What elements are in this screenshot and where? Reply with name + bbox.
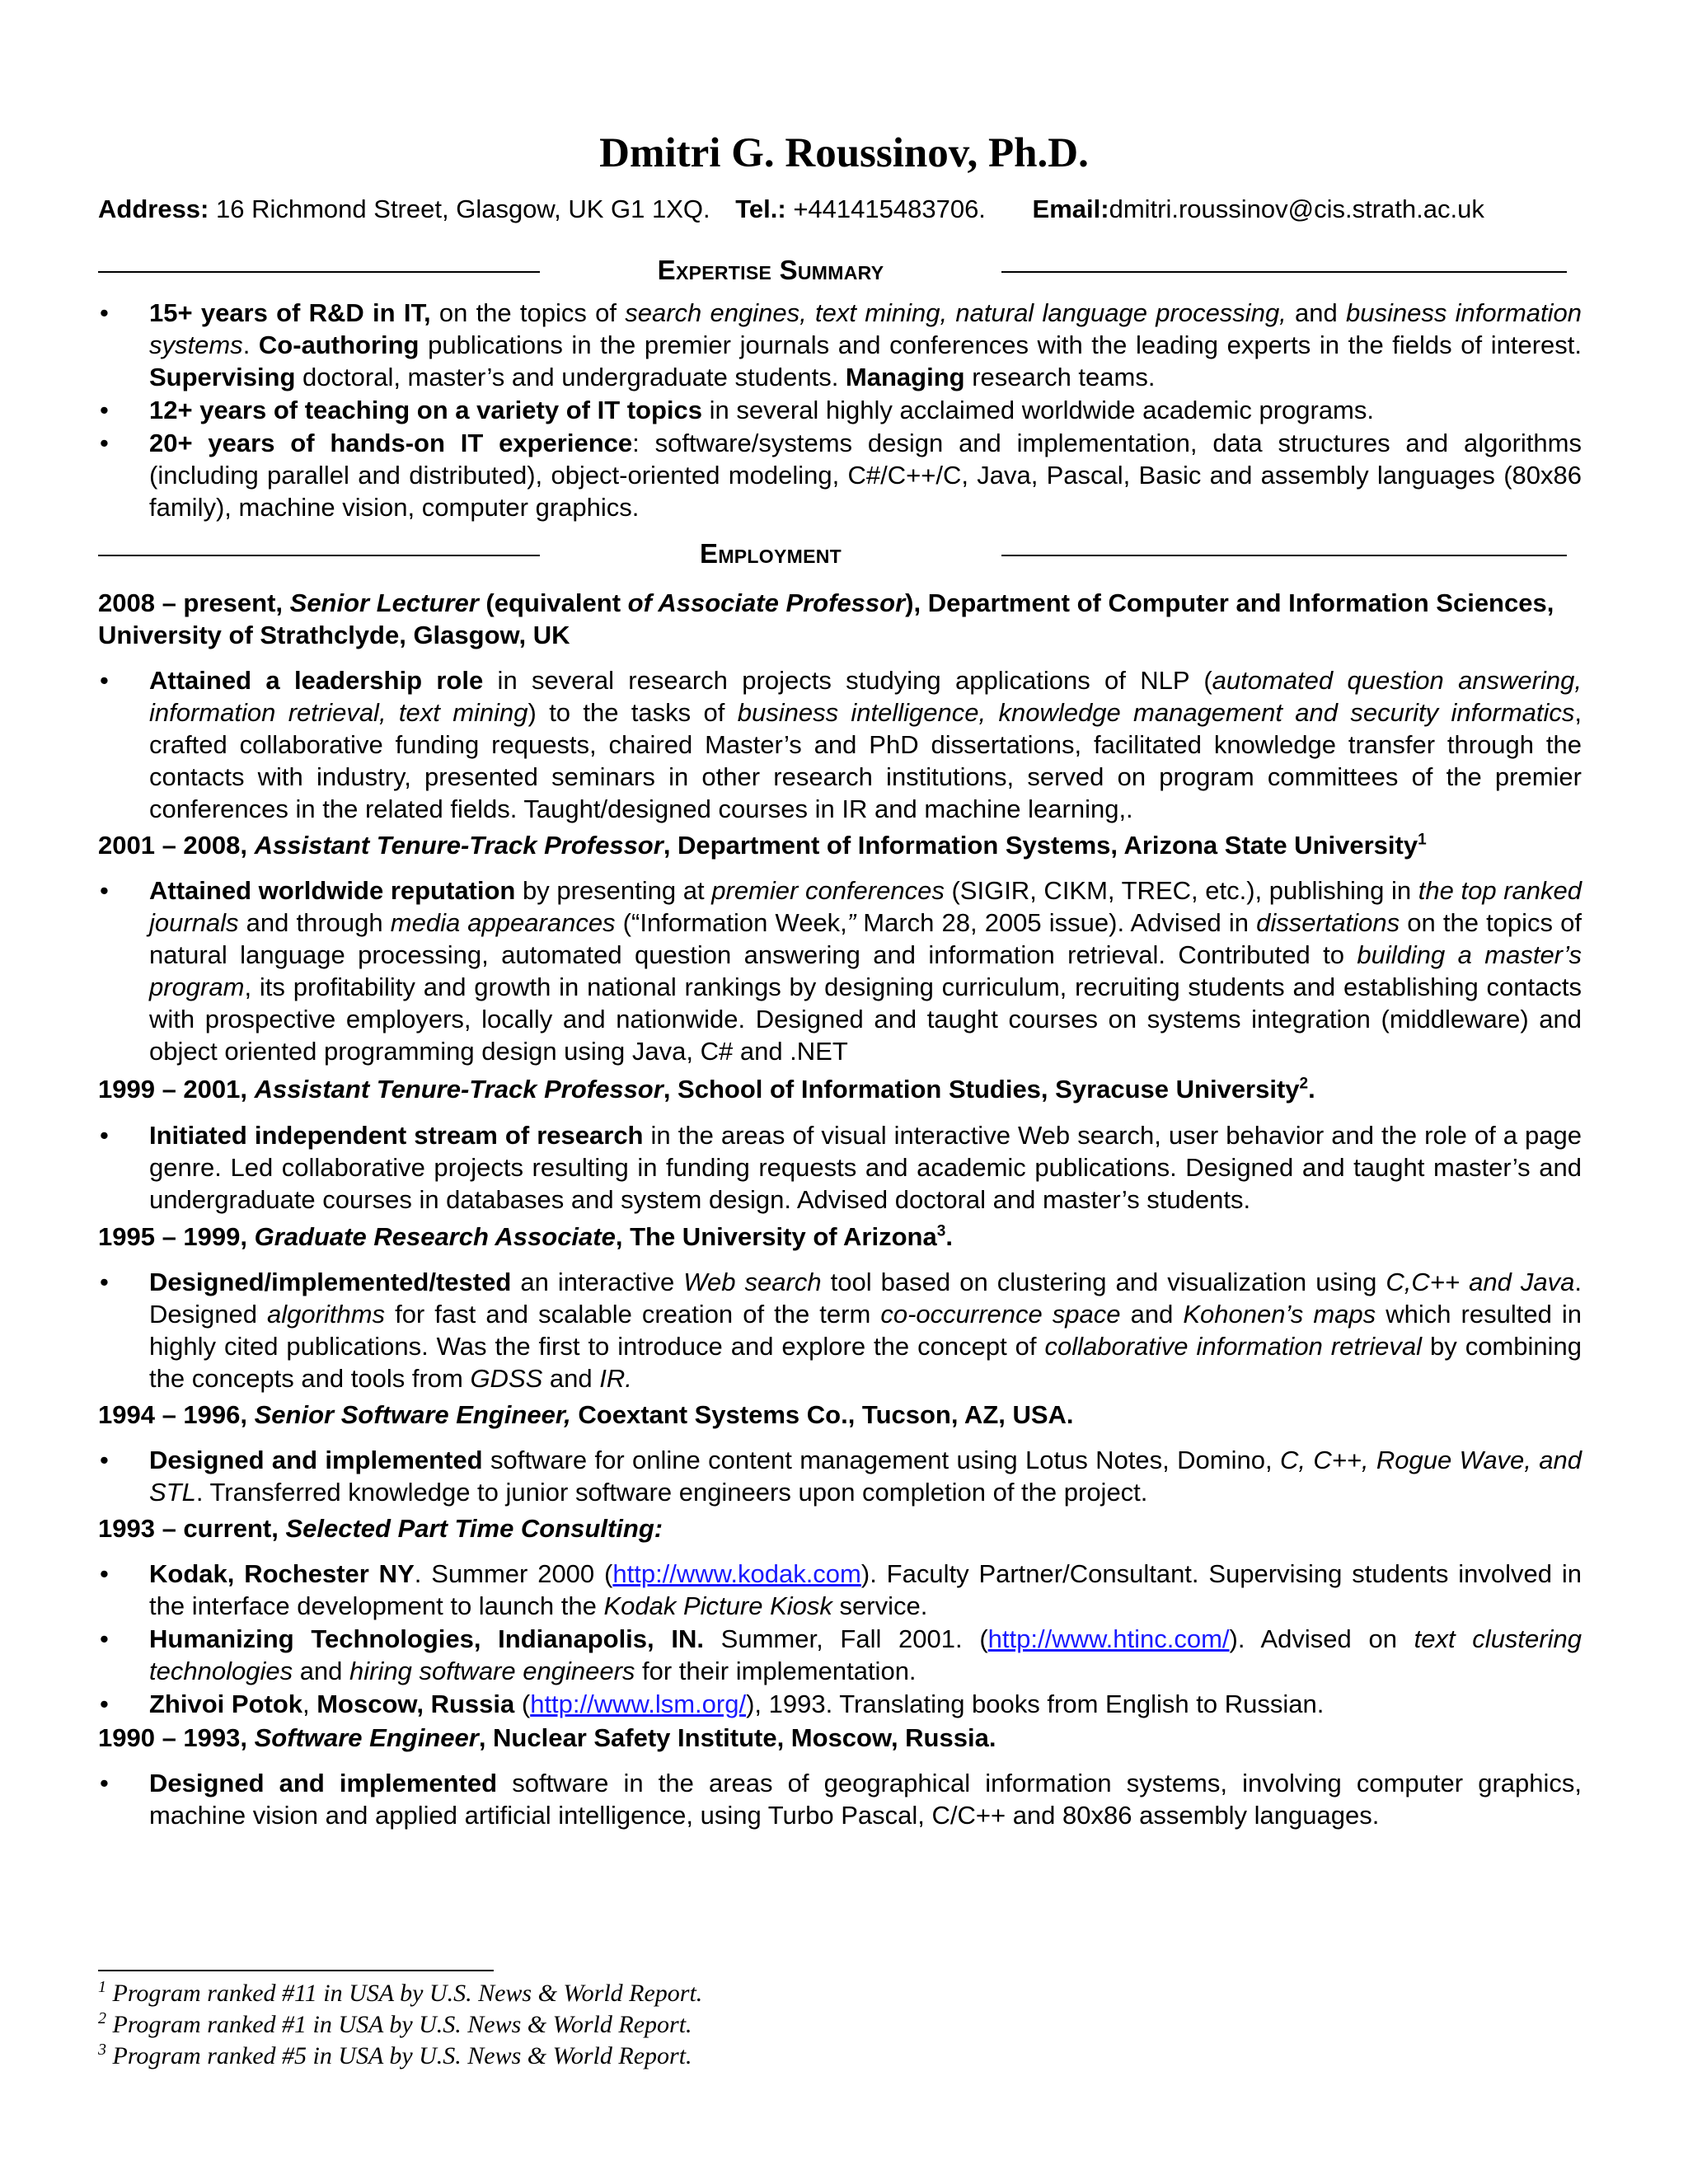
list-item bbox=[98, 1623, 1582, 1687]
kodak-link[interactable]: http://www.kodak.com bbox=[612, 1559, 861, 1588]
footnote bbox=[98, 2009, 922, 2041]
item-text: by presenting at bbox=[515, 876, 712, 905]
footnote-ref: 1 bbox=[1418, 831, 1427, 849]
job-bullets bbox=[98, 874, 1582, 1067]
item-text: for their implementation. bbox=[635, 1657, 917, 1685]
item-text: for fast and scalable creation of the term bbox=[385, 1300, 881, 1329]
job-employer: , Nuclear Safety Institute, Moscow, Russia. bbox=[478, 1723, 996, 1752]
item-lead: Attained worldwide reputation bbox=[149, 876, 516, 905]
list-item bbox=[98, 1688, 1582, 1720]
item-text: (“Information Week, bbox=[615, 908, 847, 937]
job-italic: of Associate Professor bbox=[627, 588, 906, 617]
list-item bbox=[98, 874, 1582, 1067]
footnote-number: 2 bbox=[98, 2009, 106, 2027]
item-italic: business intelligence, knowledge management and security informatics bbox=[737, 698, 1575, 727]
item-text: , its profitability and growth in national rankings by designing curriculum, recruiting students and establishing contacts with prospective employers, locally and nationwide. Designed and taught courses on systems integration (middleware) and object oriented programming design using Java, C# and .NET bbox=[149, 972, 1582, 1066]
job-text: . bbox=[1308, 1075, 1315, 1104]
item-lead: Initiated independent stream of research bbox=[149, 1121, 644, 1150]
job-employer: ), Department of Computer and Information Sciences, University of Strathclyde, Glasgow, UK bbox=[98, 588, 1554, 649]
item-italic: the top ranked journals bbox=[149, 876, 1582, 937]
tel-label: Tel.: bbox=[735, 194, 786, 223]
footnote bbox=[98, 1978, 922, 2009]
heading-rule-left bbox=[98, 271, 540, 273]
job-details bbox=[98, 1558, 1582, 1720]
footnote-text: Program ranked #5 in USA by U.S. News & World Report. bbox=[106, 2042, 692, 2069]
footnote bbox=[98, 2041, 922, 2072]
item-text: on the topics of natural language processing, automated question answering and information retrieval. Contributed to bbox=[149, 908, 1582, 969]
item-lead: Designed/implemented/tested bbox=[149, 1268, 512, 1296]
job-heading bbox=[98, 587, 1582, 651]
item-lead: 12+ years of teaching on a variety of IT topics bbox=[149, 396, 703, 424]
item-text: doctoral, master’s and undergraduate students. bbox=[295, 363, 846, 391]
heading-rule-right bbox=[1001, 555, 1567, 556]
item-italic: business information systems bbox=[149, 298, 1582, 359]
item-text: ), 1993. Translating books from English to Russian. bbox=[746, 1690, 1325, 1718]
item-text: ). Advised on bbox=[1229, 1624, 1414, 1653]
job-employer: Coextant Systems Co., Tucson, AZ, USA. bbox=[570, 1400, 1074, 1429]
list-item bbox=[98, 1266, 1582, 1394]
job-text: (equivalent bbox=[478, 588, 628, 617]
item-text: service. bbox=[832, 1591, 928, 1620]
job-dates: 1990 – 1993, bbox=[98, 1723, 255, 1752]
item-text: which resulted in highly cited publications. Was the first to introduce and explore the concept of bbox=[149, 1300, 1582, 1361]
item-text: on the topics of bbox=[430, 298, 626, 327]
item-text: in the areas of visual interactive Web search, user behavior and the role of a page genre. Led collaborative projects resulting in funding requests and academic publications. Designed and taught master’s and undergraduate courses in databases and system design. Advised doctoral and master’s students. bbox=[149, 1121, 1582, 1214]
job-title: Senior Lecturer bbox=[289, 588, 479, 617]
item-italic: algorithms bbox=[267, 1300, 386, 1329]
contact-line bbox=[98, 192, 1598, 227]
item-text: ) to the tasks of bbox=[528, 698, 738, 727]
footnote-number: 3 bbox=[98, 2041, 106, 2059]
job-bullets bbox=[98, 1119, 1582, 1216]
item-text: , crafted collaborative funding requests, chaired Master’s and PhD dissertations, facilitated knowledge transfer through the contacts with industry, presented seminars in other research institutions, served on program committees of the premier conferences in the related fields. Taught/designed courses in IR and machine learning,. bbox=[149, 698, 1582, 823]
item-italic: media appearances bbox=[390, 908, 616, 937]
item-lead: 20+ years of hands-on IT experience bbox=[149, 429, 633, 457]
lsm-link[interactable]: http://www.lsm.org/ bbox=[530, 1690, 747, 1718]
expertise-heading bbox=[98, 252, 1567, 288]
job-dates: 2008 – present, bbox=[98, 588, 290, 617]
item-text: in several highly acclaimed worldwide academic programs. bbox=[702, 396, 1374, 424]
job-bullets bbox=[98, 1767, 1582, 1831]
item-lead: Zhivoi Potok bbox=[149, 1690, 302, 1718]
item-text: and bbox=[1286, 298, 1347, 327]
item-italic: collaborative information retrieval bbox=[1044, 1332, 1423, 1361]
item-text: software in the areas of geographical information systems, involving computer graphics, machine vision and applied artificial intelligence, using Turbo Pascal, C/C++ and 80x86 assembly languages. bbox=[149, 1769, 1582, 1830]
job-details bbox=[98, 1266, 1582, 1394]
job-title: Graduate Research Associate bbox=[254, 1222, 616, 1251]
address-value: 16 Richmond Street, Glasgow, UK G1 1XQ. bbox=[216, 194, 710, 223]
footnote-ref: 2 bbox=[1299, 1075, 1309, 1093]
item-text: : software/systems design and implementation, data structures and algorithms (including parallel and distributed), object-oriented modeling, C#/C++/C, Java, Pascal, Basic and assembly languages (80x86 family), machine vision, computer graphics. bbox=[149, 429, 1582, 522]
list-item bbox=[98, 664, 1582, 825]
job-dates: 1995 – 1999, bbox=[98, 1222, 255, 1251]
job-bullets bbox=[98, 1558, 1582, 1720]
item-text: in several research projects studying applications of NLP ( bbox=[483, 666, 1212, 695]
item-lead: Attained a leadership role bbox=[149, 666, 484, 695]
item-lead: 15+ years of R&D in IT, bbox=[149, 298, 431, 327]
item-text: and through bbox=[238, 908, 391, 937]
job-bullets bbox=[98, 1444, 1582, 1508]
item-text: Summer, Fall 2001. ( bbox=[703, 1624, 988, 1653]
section-title: Expertise Summary bbox=[657, 255, 884, 285]
list-item bbox=[98, 1444, 1582, 1508]
employment-heading bbox=[98, 536, 1567, 572]
expertise-list-block bbox=[98, 297, 1582, 523]
job-dates: 1994 – 1996, bbox=[98, 1400, 255, 1429]
item-text: and bbox=[293, 1657, 350, 1685]
item-text: . bbox=[242, 330, 259, 359]
list-item bbox=[98, 1767, 1582, 1831]
item-lead: Designed and implemented bbox=[149, 1446, 483, 1474]
footnote-number: 1 bbox=[98, 1978, 106, 1996]
item-italic: ” bbox=[846, 908, 856, 937]
item-italic: IR. bbox=[599, 1364, 632, 1393]
item-text: ). Faculty Partner/Consultant. Supervising students involved in the interface development to launch the bbox=[149, 1559, 1582, 1620]
job-heading bbox=[98, 1221, 1582, 1253]
job-details bbox=[98, 1444, 1582, 1508]
item-italic: Kohonen’s maps bbox=[1183, 1300, 1376, 1329]
item-text: software for online content management using Lotus Notes, Domino, bbox=[482, 1446, 1280, 1474]
job-details bbox=[98, 1767, 1582, 1831]
item-italic: C, C++, Rogue Wave, and STL bbox=[149, 1446, 1582, 1507]
item-italic: hiring software engineers bbox=[349, 1657, 635, 1685]
job-bullets bbox=[98, 1266, 1582, 1394]
list-item bbox=[98, 427, 1582, 523]
job-title: Senior Software Engineer, bbox=[254, 1400, 571, 1429]
email-label: Email: bbox=[1032, 194, 1109, 223]
item-italic: C,C++ and Java bbox=[1386, 1268, 1575, 1296]
job-title: Assistant Tenure-Track Professor bbox=[254, 831, 663, 860]
job-details bbox=[98, 664, 1582, 825]
item-text: (SIGIR, CIKM, TREC, etc.), publishing in bbox=[944, 876, 1418, 905]
heading-rule-left bbox=[98, 555, 540, 556]
item-text: by combining the concepts and tools from bbox=[149, 1332, 1582, 1393]
item-text: . Designed bbox=[149, 1268, 1582, 1329]
list-item bbox=[98, 1558, 1582, 1622]
item-text: March 28, 2005 issue). Advised in bbox=[856, 908, 1257, 937]
job-title: Assistant Tenure-Track Professor bbox=[254, 1075, 663, 1104]
item-text: , bbox=[302, 1690, 317, 1718]
item-text: publications in the premier journals and conferences with the leading experts in the fields of interest. bbox=[419, 330, 1582, 359]
address-label: Address: bbox=[98, 194, 209, 223]
job-details bbox=[98, 874, 1582, 1067]
job-heading bbox=[98, 1512, 1582, 1544]
item-text: an interactive bbox=[511, 1268, 684, 1296]
job-details bbox=[98, 1119, 1582, 1216]
list-item bbox=[98, 297, 1582, 393]
footnotes bbox=[98, 1978, 922, 2072]
item-italic: text clustering technologies bbox=[149, 1624, 1582, 1685]
item-text: and bbox=[542, 1364, 600, 1393]
job-heading bbox=[98, 1399, 1582, 1431]
job-employer: , The University of Arizona bbox=[615, 1222, 937, 1251]
item-italic: dissertations bbox=[1256, 908, 1400, 937]
item-italic: search engines, text mining, natural language processing, bbox=[625, 298, 1287, 327]
item-italic: building a master’s program bbox=[149, 940, 1582, 1001]
item-bold: Managing bbox=[845, 363, 965, 391]
job-dates: 2001 – 2008, bbox=[98, 831, 255, 860]
job-heading bbox=[98, 1722, 1582, 1754]
item-text: ( bbox=[514, 1690, 531, 1718]
item-text: and bbox=[1120, 1300, 1184, 1329]
item-lead: Designed and implemented bbox=[149, 1769, 498, 1797]
item-italic: co-occurrence space bbox=[880, 1300, 1121, 1329]
job-employer: , School of Information Studies, Syracuse University bbox=[663, 1075, 1300, 1104]
item-lead: Humanizing Technologies, Indianapolis, IN. bbox=[149, 1624, 704, 1653]
item-bold: Moscow, Russia bbox=[316, 1690, 515, 1718]
list-item bbox=[98, 1119, 1582, 1216]
item-italic: Web search bbox=[683, 1268, 822, 1296]
job-heading bbox=[98, 829, 1582, 861]
heading-rule-right bbox=[1001, 271, 1567, 273]
job-dates: 1993 – current, bbox=[98, 1514, 286, 1543]
footnote-text: Program ranked #1 in USA by U.S. News & World Report. bbox=[106, 2011, 692, 2038]
tel-value: +441415483706. bbox=[793, 194, 986, 223]
item-lead: Kodak, Rochester NY bbox=[149, 1559, 415, 1588]
job-dates: 1999 – 2001, bbox=[98, 1075, 255, 1104]
item-text: . Transferred knowledge to junior software engineers upon completion of the project. bbox=[195, 1478, 1148, 1507]
item-text: tool based on clustering and visualization using bbox=[821, 1268, 1386, 1296]
footnote-text: Program ranked #11 in USA by U.S. News & World Report. bbox=[106, 1980, 703, 2007]
item-italic: premier conferences bbox=[711, 876, 945, 905]
job-employer: , Department of Information Systems, Arizona State University bbox=[663, 831, 1418, 860]
section-title: Employment bbox=[700, 538, 842, 569]
footnote-divider bbox=[98, 1970, 494, 1971]
job-text: . bbox=[945, 1222, 953, 1251]
expertise-list bbox=[98, 297, 1582, 523]
item-text: . Summer 2000 ( bbox=[414, 1559, 613, 1588]
item-bold: Supervising bbox=[149, 363, 296, 391]
item-italic: automated question answering, information retrieval, text mining bbox=[149, 666, 1582, 727]
job-heading bbox=[98, 1073, 1582, 1105]
htinc-link[interactable]: http://www.htinc.com/ bbox=[987, 1624, 1230, 1653]
item-italic: GDSS bbox=[470, 1364, 543, 1393]
job-bullets bbox=[98, 664, 1582, 825]
email-value: dmitri.roussinov@cis.strath.ac.uk bbox=[1109, 194, 1484, 223]
job-title: Selected Part Time Consulting: bbox=[285, 1514, 663, 1543]
footnote-ref: 3 bbox=[936, 1222, 946, 1240]
item-text: research teams. bbox=[964, 363, 1156, 391]
job-title: Software Engineer bbox=[254, 1723, 479, 1752]
item-bold: Co-authoring bbox=[258, 330, 420, 359]
item-italic: Kodak Picture Kiosk bbox=[603, 1591, 832, 1620]
page-title: Dmitri G. Roussinov, Ph.D. bbox=[599, 130, 1089, 176]
list-item bbox=[98, 394, 1582, 426]
